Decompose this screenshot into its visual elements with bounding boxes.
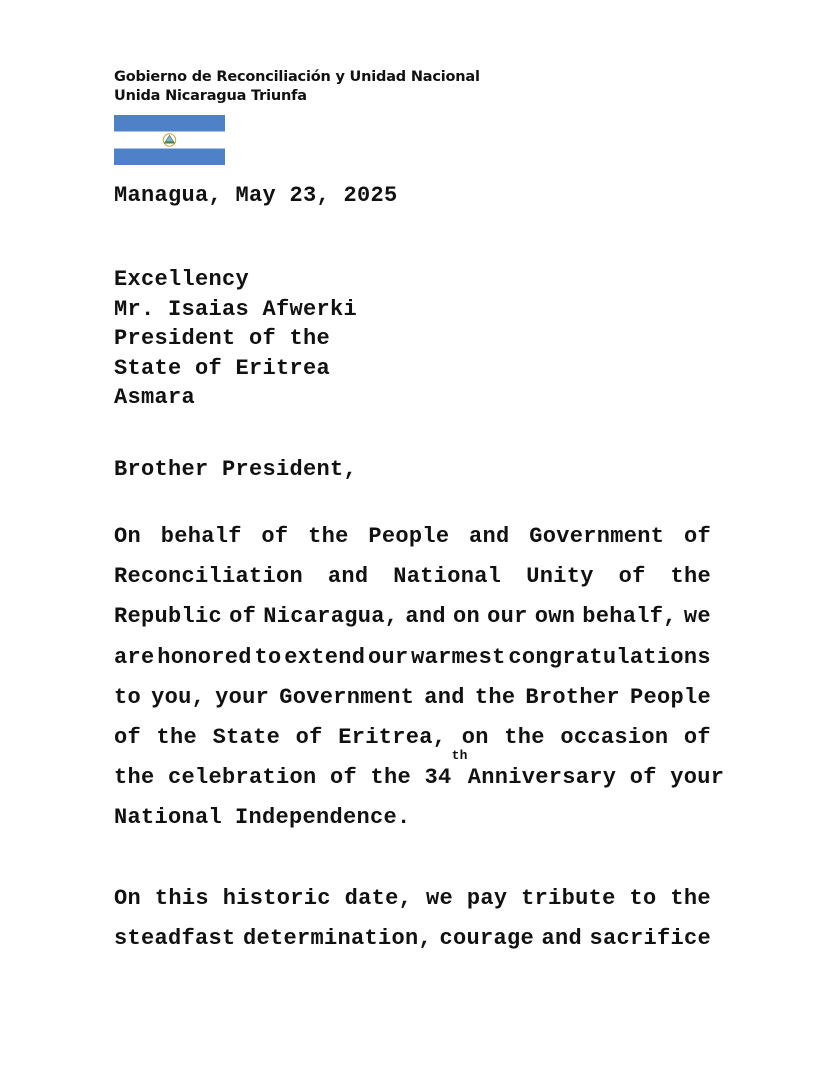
word: to (629, 886, 657, 911)
body-paragraph-1 (114, 517, 725, 839)
word: steadfast (114, 926, 236, 952)
word: and (405, 604, 446, 630)
paragraph-line (114, 557, 711, 597)
recipient-title: Excellency (114, 267, 250, 292)
anniversary-text-before: the celebration of the 34 (114, 765, 452, 791)
paragraph-line (114, 597, 711, 637)
word: the (670, 886, 711, 911)
word: People (629, 684, 711, 710)
word: determination, (243, 926, 433, 952)
paragraph-line (114, 919, 711, 959)
word: National (114, 805, 223, 831)
word: State (212, 725, 281, 751)
word: and (327, 564, 369, 590)
word: to (254, 644, 282, 670)
word: sacrifice (589, 926, 711, 952)
letterhead-slogan: Unida Nicaragua Triunfa (114, 88, 307, 104)
recipient-name: Mr. Isaias Afwerki (114, 296, 358, 322)
word: Nicaragua, (263, 604, 399, 630)
word: National (393, 564, 502, 590)
word: On (114, 524, 142, 549)
word: the (504, 725, 545, 751)
word: courage (439, 926, 535, 952)
word: on (461, 725, 489, 751)
word: of (683, 524, 711, 549)
word: behalf, (582, 604, 677, 630)
word: this (154, 886, 209, 911)
word: Government (529, 524, 665, 549)
body-paragraph-2 (114, 879, 711, 959)
word: of (295, 725, 323, 751)
word: of (261, 524, 289, 549)
anniversary-text-after: Anniversary of your (467, 765, 725, 791)
recipient-city: Asmara (114, 385, 196, 411)
word: historic (222, 886, 331, 911)
word: own (534, 604, 576, 630)
word: the (474, 684, 516, 710)
recipient-address (114, 265, 357, 413)
salutation: Brother President, (114, 457, 358, 482)
word: Brother (525, 684, 620, 710)
word: and (424, 684, 465, 710)
word: of (618, 564, 646, 590)
word: Republic (114, 604, 223, 630)
word: we (683, 604, 711, 630)
word: Government (279, 684, 415, 710)
word: the (670, 564, 711, 590)
recipient-position-line2: State of Eritrea (114, 355, 331, 381)
word: Independence. (235, 805, 411, 831)
letter-date: Managua, May 23, 2025 (114, 183, 398, 208)
word: Unity (526, 564, 594, 590)
word: the (308, 524, 349, 549)
flag-top-stripe (114, 115, 225, 132)
word: extend (284, 644, 366, 670)
word: congratulations (508, 644, 711, 670)
recipient-position-line1: President of the (114, 326, 331, 352)
word: the (156, 725, 198, 751)
word: On (114, 886, 142, 911)
word: we (425, 886, 453, 911)
paragraph-line (114, 879, 711, 919)
word: Reconciliation (114, 564, 304, 590)
word: of (114, 725, 142, 751)
word: our (487, 604, 528, 630)
word: tribute (521, 886, 616, 911)
word: People (368, 524, 450, 549)
paragraph-line (114, 798, 711, 838)
nicaragua-flag (114, 115, 225, 165)
word: and (469, 524, 510, 549)
word: our (367, 644, 409, 670)
word: date, (344, 886, 413, 911)
word: behalf (160, 524, 242, 549)
word: are (114, 644, 155, 670)
word: occasion (560, 725, 669, 751)
word: pay (466, 886, 508, 911)
word: on (452, 604, 480, 630)
word: and (541, 926, 582, 952)
word: of (683, 725, 711, 751)
word: your (215, 684, 270, 710)
word: to (114, 684, 142, 710)
word: honored (157, 644, 252, 670)
letterhead-government-name: Gobierno de Reconciliación y Unidad Nacional (114, 69, 480, 85)
paragraph-line-anniversary (114, 748, 725, 798)
flag-bottom-stripe (114, 149, 225, 166)
letterhead (114, 68, 480, 106)
paragraph-line (114, 718, 711, 758)
word: Eritrea, (338, 725, 447, 751)
word: warmest (411, 644, 506, 670)
word: of (229, 604, 257, 630)
paragraph-line (114, 517, 711, 557)
word: you, (151, 684, 206, 710)
paragraph-line (114, 638, 711, 678)
ordinal-suffix: th (451, 748, 468, 764)
paragraph-line (114, 678, 711, 718)
